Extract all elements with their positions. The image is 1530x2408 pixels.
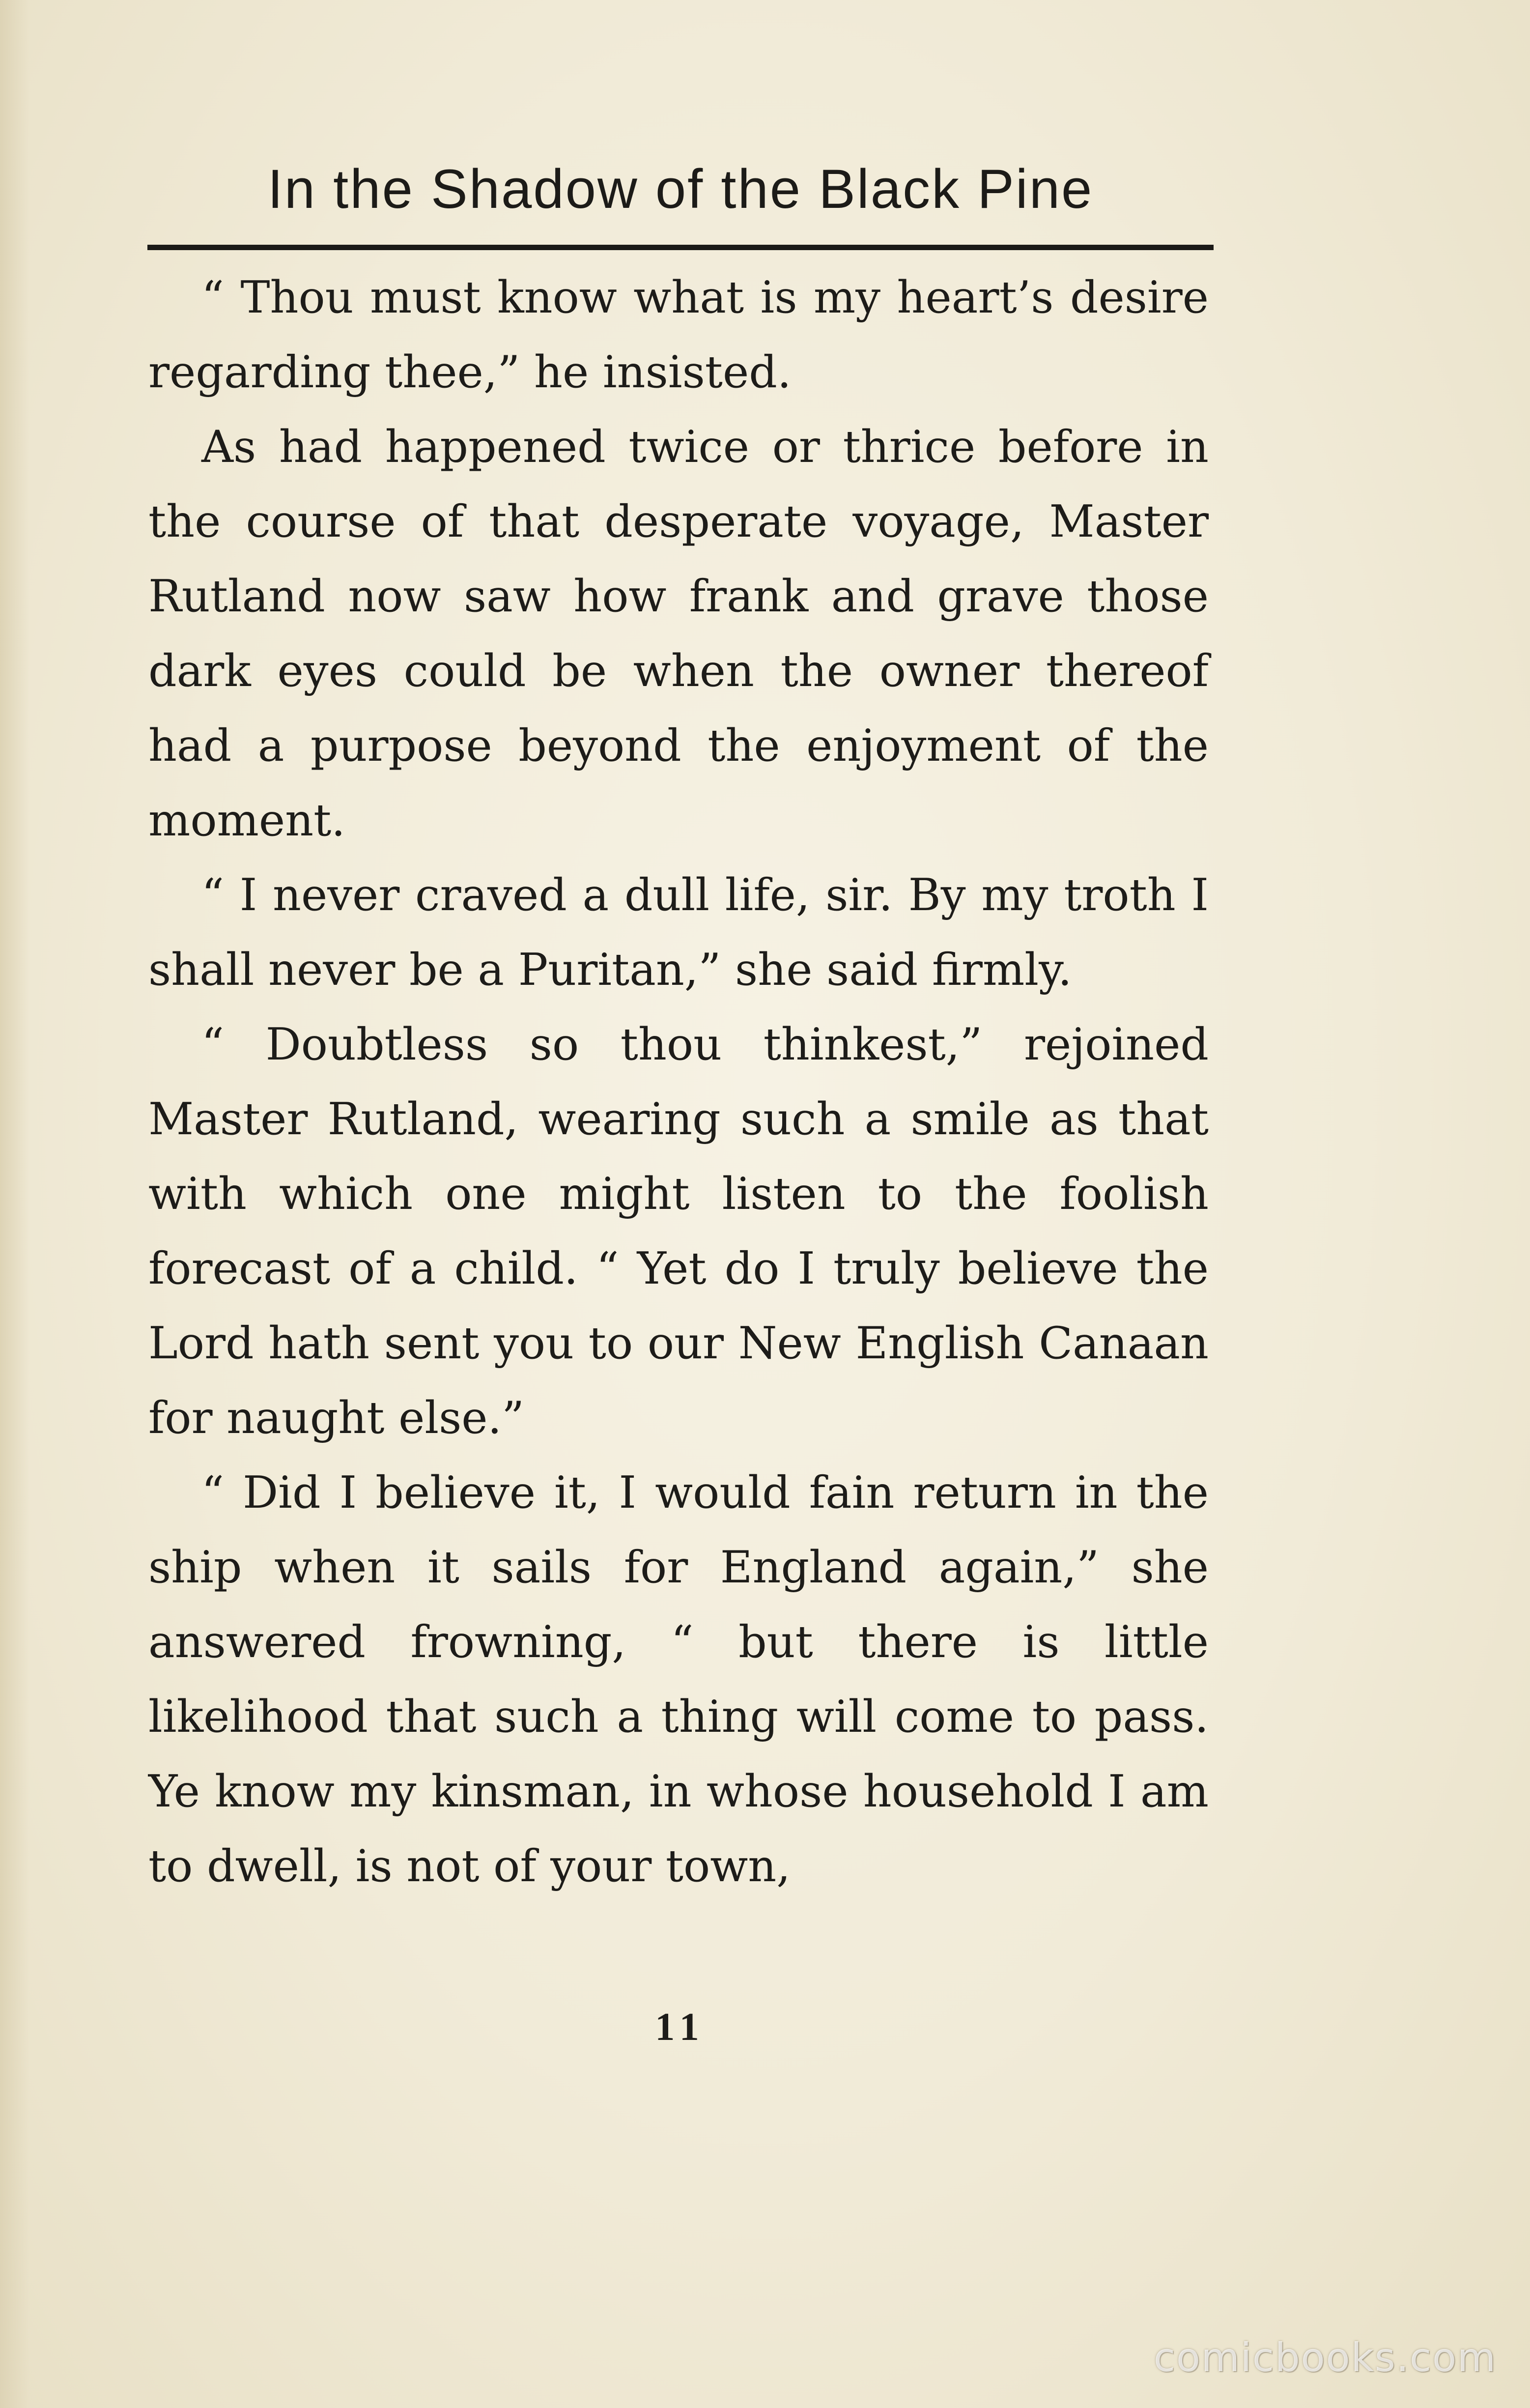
paragraph-4: “ Doubtless so thou thinkest,” rejoined Master Rutland, wearing such a smile as that with which one might listen to the foolish forecast of a child. “ Yet do I truly believe the Lord hath sent you to our New English Canaan for naught else.” <box>148 1019 1209 1444</box>
header-rule <box>147 245 1214 250</box>
body-text <box>148 260 1209 1904</box>
paragraph-5: “ Did I believe it, I would fain return in the ship when it sails for England again,” she answered frowning, “ but there is little likelihood that such a thing will come to pass. Ye know my kinsman, in whose household I am to dwell, is not of your town, <box>148 1467 1209 1892</box>
page-edge-shadow <box>0 0 29 2408</box>
watermark: comicbooks.com <box>1153 2335 1497 2380</box>
paragraph-1: “ Thou must know what is my heart’s desire regarding thee,” he insisted. <box>148 272 1209 398</box>
running-head: In the Shadow of the Black Pine <box>267 158 1094 220</box>
paragraph-3: “ I never craved a dull life, sir. By my troth I shall never be a Puritan,” she said firmly. <box>148 869 1209 996</box>
page-number: 11 <box>655 2006 706 2049</box>
paragraph-2: As had happened twice or thrice before in the course of that desperate voyage, Master Rutland now saw how frank and grave those dark eyes could be when the owner thereof had a purpose beyond the enjoyment of the moment. <box>148 421 1209 846</box>
